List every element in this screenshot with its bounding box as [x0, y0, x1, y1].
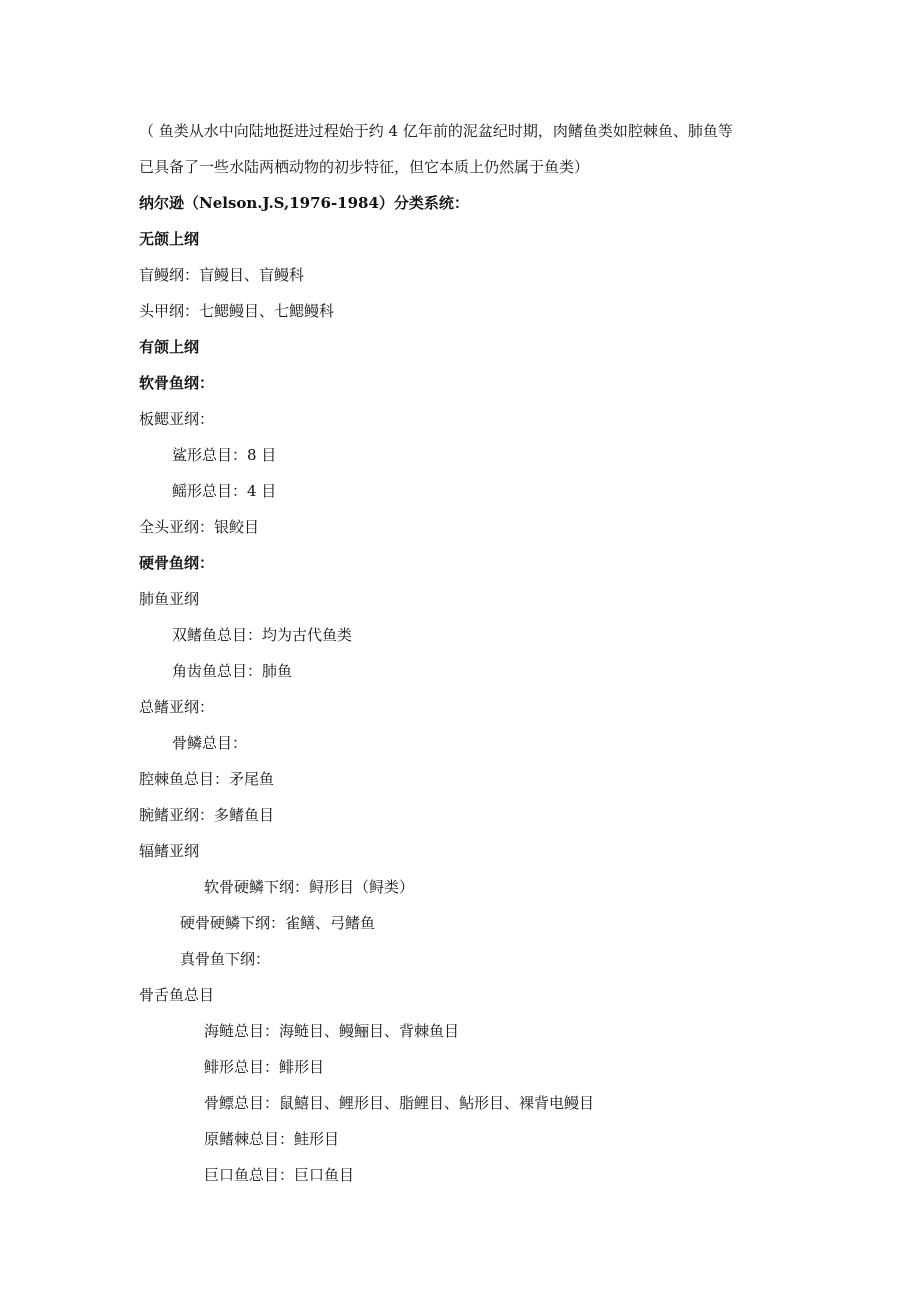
protacanthopterygii-line: 原鳍棘总目：鲑形目 — [204, 1130, 340, 1148]
elopomorpha-line: 海鲢总目：海鲢目、鳗鲡目、背棘鱼目 — [204, 1022, 460, 1040]
myxini-line: 盲鳗纲：盲鳗目、盲鳗科 — [139, 266, 305, 284]
holostei-line: 硬骨硬鳞下纲：雀鳝、弓鳍鱼 — [180, 914, 376, 932]
clupeomorpha-line: 鲱形总目：鲱形目 — [204, 1058, 325, 1076]
cephalaspidomorphi-line: 头甲纲：七鳃鳗目、七鳃鳗科 — [139, 302, 335, 320]
chondrostei-line: 软骨硬鳞下纲：鲟形目（鲟类） — [204, 878, 415, 896]
ostariophysi-line: 骨鳔总目：鼠鱚目、鲤形目、脂鲤目、鲇形目、裸背电鳗目 — [204, 1094, 595, 1112]
batoidea-line: 鳐形总目：4 目 — [172, 482, 277, 500]
intro-line-2: 已具备了一些水陆两栖动物的初步特征，但它本质上仍然属于鱼类） — [139, 158, 590, 176]
classification-heading: 纳尔逊（Nelson.J.S,1976-1984）分类系统： — [139, 194, 469, 212]
holocephali-line: 全头亚纲：银鲛目 — [139, 518, 260, 536]
intro-line-1: （ 鱼类从水中向陆地挺进过程始于约 4 亿年前的泥盆纪时期，肉鳍鱼类如腔棘鱼、肺鱼等 — [139, 122, 733, 140]
brachiopterygii-line: 腕鳍亚纲：多鳍鱼目 — [139, 806, 275, 824]
coelacanthimorpha-line: 腔棘鱼总目：矛尾鱼 — [139, 770, 275, 788]
osteoglossomorpha-line: 骨舌鱼总目 — [139, 986, 215, 1004]
osteolepimorpha-line: 骨鳞总目： — [172, 734, 248, 752]
crossopterygii-line: 总鳍亚纲： — [139, 698, 215, 716]
gnathostomata-title: 有颌上纲 — [139, 338, 200, 356]
elasmobranchii-line: 板鳃亚纲： — [139, 410, 215, 428]
actinopterygii-line: 辐鳍亚纲 — [139, 842, 200, 860]
dipteriformes-line: 双鳍鱼总目：均为古代鱼类 — [172, 626, 353, 644]
selachomorpha-line: 鲨形总目：8 目 — [172, 446, 277, 464]
ceratodontiformes-line: 角齿鱼总目：肺鱼 — [172, 662, 293, 680]
osteichthyes-title: 硬骨鱼纲： — [139, 554, 215, 572]
teleostei-line: 真骨鱼下纲： — [180, 950, 271, 968]
agnatha-title: 无颌上纲 — [139, 230, 200, 248]
stenopterygii-line: 巨口鱼总目：巨口鱼目 — [204, 1166, 355, 1184]
dipnoi-line: 肺鱼亚纲 — [139, 590, 200, 608]
chondrichthyes-title: 软骨鱼纲： — [139, 374, 215, 392]
